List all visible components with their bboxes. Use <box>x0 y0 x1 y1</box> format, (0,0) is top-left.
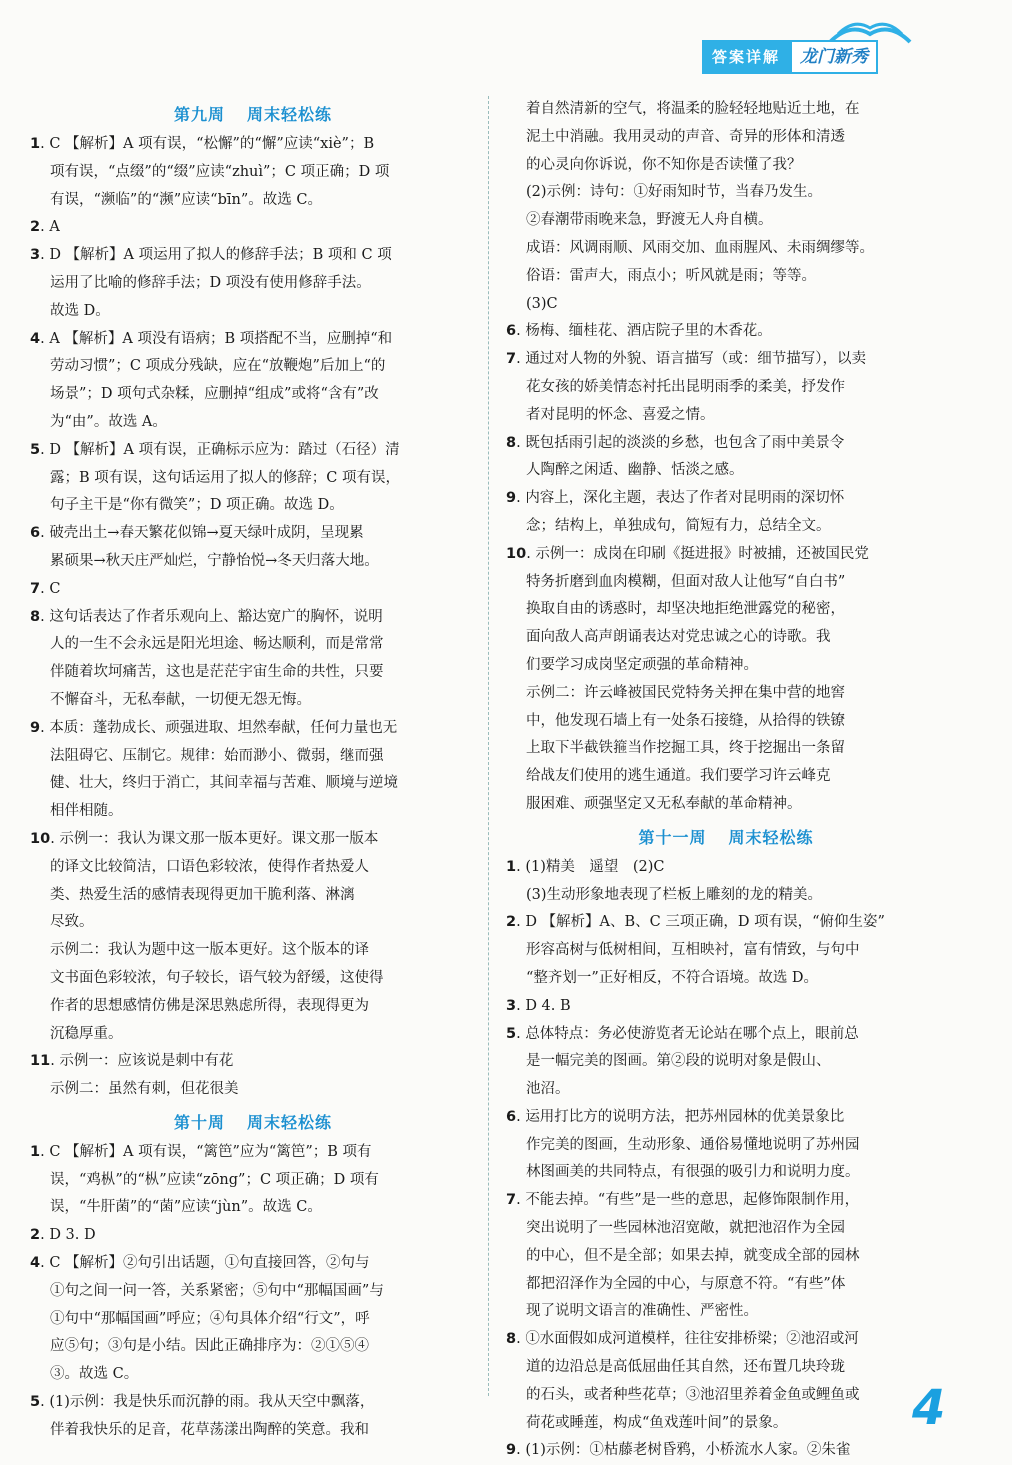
section-title <box>30 1110 476 1133</box>
answer-number: 2 <box>30 219 41 236</box>
header-tag: 答案详解 <box>702 40 790 74</box>
answer-item: 6. 运用打比方的说明方法，把苏州园林的优美景象比 作完美的图画，生动形象、通俗易懂地说明了苏州园 林图画美的共同特点，有很强的吸引力和说明力度。 <box>506 1108 860 1181</box>
answer-line: 示例一：应该说是刺中有花 <box>59 1053 234 1070</box>
answer-line: 给战友们使用的逃生通道。我们要学习许云峰克 <box>526 768 831 785</box>
answer-item: 10. 示例一：成岗在印刷《挺进报》时被捕，还被国民党 特务折磨到血肉模糊，但面对敌人让他写“自白书” 换取自由的诱惑时，却坚决地拒绝泄露党的秘密， 面向敌人高声朗诵表达对党忠诚之心的诗歌。我 们要学习成岗坚定顽强的革命精神。 示例二：许云峰被国民党特务关押在集中营的地窖 中，他发现石墙上有一处条石接缝，从拾得的铁镣 上取下半截铁箍当作挖掘工具，终于挖掘出一条留 给战友们使用的逃生通道。我们要学习许云峰克 服困难、顽强坚定又无私奉献的革命精神。 <box>506 545 869 812</box>
answer-line: 误，“牛肝菌”的“菌”应读“jùn”。故选 C。 <box>50 1199 322 1216</box>
column-divider <box>488 96 490 1396</box>
answer-line: 面向敌人高声朗诵表达对党忠诚之心的诗歌。我 <box>526 629 831 646</box>
answer-line: 应⑤句；③句是小结。因此正确排序为：②①⑤④ <box>50 1338 369 1355</box>
answer-number: 3 <box>30 247 41 264</box>
answer-line: 是一幅完美的图画。第②段的说明对象是假山、 <box>526 1053 831 1070</box>
section-title-part: 第九周 <box>173 105 225 124</box>
answer-number: 6 <box>30 525 41 542</box>
answer-line: 破壳出土→春天繁花似锦→夏天绿叶成阴，呈现累 <box>49 525 364 542</box>
answer-line: 本质：蓬勃成长、顽强进取、坦然奉献，任何力量也无 <box>49 719 398 736</box>
answer-line: C 【解析】A 项有误，“篱笆”应为“篱笆”；B 项有 <box>49 1143 372 1160</box>
answer-number: 2 <box>506 914 517 931</box>
answer-line: D 4. B <box>525 997 571 1014</box>
answer-line: 中，他发现石墙上有一处条石接缝，从拾得的铁镣 <box>526 712 845 729</box>
answer-line: 们要学习成岗坚定顽强的革命精神。 <box>526 656 758 673</box>
answer-line: 泥土中消融。我用灵动的声音、奇异的形体和清透 <box>526 128 845 145</box>
answer-line: 类、热爱生活的感情表现得更加干脆利落、淋漓 <box>50 886 355 903</box>
left-column <box>30 96 476 1445</box>
answer-line: 故选 D。 <box>50 302 110 319</box>
brand-name: 龙门新秀 <box>790 40 878 74</box>
answer-line: 花女孩的娇美情态衬托出昆明雨季的柔美，抒发作 <box>526 378 845 395</box>
answer-item: 5. (1)示例：我是快乐而沉静的雨。我从天空中飘落， 伴着我快乐的足音，花草荡漾出陶醉的笑意。我和 <box>30 1394 375 1438</box>
answer-line: ①句之间一问一答，关系紧密；⑤句中“那幅国画”与 <box>50 1282 384 1299</box>
answer-line: D 3. D <box>49 1227 96 1244</box>
answer-item: 4. C 【解析】②句引出话题，①句直接回答，②句与 ①句之间一问一答，关系紧密；⑤句中“那幅国画”与 ①句中“那幅国画”呼应；④句具体介绍“行文”，呼 应⑤句；③句是小结。因此正确排序为：②①⑤④ ③。故选 C。 <box>30 1255 384 1383</box>
section-title-part: 第十周 <box>173 1112 225 1132</box>
answer-line: ②春潮带雨晚来急，野渡无人舟自横。 <box>526 212 773 229</box>
answer-number: 1 <box>30 1143 41 1160</box>
answer-line: 杨梅、缅桂花、酒店院子里的木香花。 <box>525 323 772 340</box>
answer-item: 9. (1)示例：①枯藤老树昏鸦，小桥流水人家。②朱雀 <box>506 1442 851 1459</box>
answer-line: 人的一生不会永远是阳光坦途、畅达顺利，而是常常 <box>50 636 384 653</box>
answer-number: 9 <box>506 1442 517 1459</box>
answer-line: 现了说明文语言的准确性、严密性。 <box>526 1303 758 1320</box>
answer-item: 2. A <box>30 219 60 236</box>
answer-line: C 【解析】A 项有误，“松懈”的“懈”应读“xiè”；B <box>49 136 375 152</box>
section-title-part: 第十一周 <box>638 827 707 847</box>
answer-line: 这句话表达了作者乐观向上、豁达宽广的胸怀，说明 <box>49 608 383 625</box>
answer-line: 的中心，但不是全部；如果去掉，就变成全部的园林 <box>526 1247 860 1264</box>
answer-number: 10 <box>30 830 51 847</box>
answer-line: 露；B 项有误，这句话运用了拟人的修辞；C 项有误， <box>50 469 400 486</box>
answer-line: 成语：风调雨顺、风雨交加、血雨腥风、未雨绸缪等。 <box>526 239 874 256</box>
answer-line: 者对昆明的怀念、喜爱之情。 <box>526 406 715 423</box>
answer-line: 道的边沿总是高低屈曲任其自然，还布置几块玲珑 <box>526 1359 845 1376</box>
answer-line: 荷花或睡莲，构成“鱼戏莲叶间”的景象。 <box>526 1414 788 1431</box>
answer-line: 有误，“濒临”的“濒”应读“bīn”。故选 C。 <box>50 191 322 208</box>
answer-line: 人陶醉之闲适、幽静、恬淡之感。 <box>526 462 744 479</box>
answer-line: 运用了比喻的修辞手法；D 项没有使用修辞手法。 <box>50 274 371 291</box>
section-title-part: 周末轻松练 <box>728 827 814 847</box>
answer-line: 示例一：成岗在印刷《挺进报》时被捕，还被国民党 <box>535 545 869 562</box>
answer-item: 1. C 【解析】A 项有误，“篱笆”应为“篱笆”；B 项有 误，“鸡枞”的“枞”应读“zōng”；C 项正确；D 项有 误，“牛肝菌”的“菌”应读“jùn”。故选 C。 <box>30 1143 379 1216</box>
answer-line: 特务折磨到血肉模糊，但面对敌人让他写“自白书” <box>526 573 846 590</box>
answer-line: (2)示例：诗句：①好雨知时节，当春乃发生。 <box>526 184 823 201</box>
answer-item: 9. 本质：蓬勃成长、顽强进取、坦然奉献，任何力量也无 法阻碍它、压制它。规律：始而渺小、微弱，继而强 健、壮大，终归于消亡，其间幸福与苦难、顺境与逆境 相伴相随。 <box>30 719 398 820</box>
answer-line: (1)示例：我是快乐而沉静的雨。我从天空中飘落， <box>49 1394 375 1411</box>
answer-item: 6. 破壳出土→春天繁花似锦→夏天绿叶成阴，呈现累 累硕果→秋天庄严灿烂，宁静怡悦→冬天归落大地。 <box>30 525 379 569</box>
answer-number: 10 <box>506 545 527 562</box>
answer-number: 1 <box>30 136 41 152</box>
answer-line: 服困难、顽强坚定又无私奉献的革命精神。 <box>526 795 802 812</box>
answer-number: 3 <box>506 997 517 1014</box>
answer-line: 示例一：我认为课文那一版本更好。课文那一版本 <box>59 830 379 847</box>
answer-number: 8 <box>506 434 517 451</box>
book-logo-icon <box>820 4 920 44</box>
answer-number: 6 <box>506 1108 517 1125</box>
answer-line: D 【解析】A 项运用了拟人的修辞手法；B 项和 C 项 <box>49 247 392 264</box>
answer-line: 突出说明了一些园林池沼宽敞，就把池沼作为全园 <box>526 1220 845 1237</box>
answer-item: 4. A 【解析】A 项没有语病；B 项搭配不当，应删掉“和 劳动习惯”；C 项成分残缺，应在“放鞭炮”后加上“的 场景”；D 项句式杂糅，应删掉“组成”或将“含有”改 为“由”。故选 A。 <box>30 330 393 430</box>
section-title-part: 周末轻松练 <box>247 1112 333 1132</box>
answer-item: 8. 既包括雨引起的淡淡的乡愁，也包含了雨中美景令 人陶醉之闲适、幽静、恬淡之感。 <box>506 434 845 479</box>
answer-line: 池沼。 <box>526 1081 570 1098</box>
answer-number: 8 <box>506 1331 517 1348</box>
answer-line: 的石头，或者种些花草；③池沼里养着金鱼或鲤鱼或 <box>526 1386 860 1403</box>
answer-item: 2. D 3. D <box>30 1227 96 1244</box>
answer-line: 运用打比方的说明方法，把苏州园林的优美景象比 <box>525 1108 845 1125</box>
answer-line: 误，“鸡枞”的“枞”应读“zōng”；C 项正确；D 项有 <box>50 1171 379 1188</box>
answer-item: 8. ①水面假如成河道模样，往往安排桥梁；②池沼或河 道的边沿总是高低屈曲任其自然，还布置几块玲珑 的石头，或者种些花草；③池沼里养着金鱼或鲤鱼或 荷花或睡莲，构成“鱼戏莲叶间”的景象。 <box>506 1331 860 1431</box>
section-title <box>30 102 476 125</box>
header-badge <box>702 40 878 74</box>
answer-line: 既包括雨引起的淡淡的乡愁，也包含了雨中美景令 <box>525 434 845 451</box>
answer-line: 沉稳厚重。 <box>50 1025 123 1042</box>
answer-line: 劳动习惯”；C 项成分残缺，应在“放鞭炮”后加上“的 <box>50 358 386 375</box>
right-column <box>506 96 946 1465</box>
answer-line: 尽致。 <box>50 914 94 931</box>
answer-number: 5 <box>30 1394 41 1411</box>
answer-item: 7. C <box>30 580 61 597</box>
answer-number: 7 <box>506 351 517 368</box>
answer-line: 林图画美的共同特点，有很强的吸引力和说明力度。 <box>526 1164 860 1181</box>
page-number: 4 <box>912 1380 946 1436</box>
answer-line: 内容上，深化主题，表达了作者对昆明雨的深切怀 <box>525 490 845 507</box>
answer-number: 7 <box>30 580 41 597</box>
answer-line: (1)示例：①枯藤老树昏鸦，小桥流水人家。②朱雀 <box>525 1442 851 1459</box>
answer-line: D 【解析】A 项有误，正确标示应为：踏过（石径）清 <box>49 441 400 458</box>
answer-item: 7. 不能去掉。“有些”是一些的意思，起修饰限制作用， 突出说明了一些园林池沼宽敞，就把池沼作为全园 的中心，但不是全部；如果去掉，就变成全部的园林 都把沼泽作为全园的中心，与原意不符。“有些”体 现了说明文语言的准确性、严密性。 <box>506 1192 860 1320</box>
answer-line: 相伴相随。 <box>50 803 123 820</box>
answer-line: 着自然清新的空气，将温柔的脸轻轻地贴近土地，在 <box>526 101 860 117</box>
section-title <box>506 825 946 848</box>
answer-line: 总体特点：务必使游览者无论站在哪个点上，眼前总 <box>525 1025 859 1042</box>
answer-number: 4 <box>30 1255 41 1272</box>
answer-line: “整齐划一”正好相反，不符合语境。故选 D。 <box>526 969 819 986</box>
answer-line: 伴着我快乐的足音，花草荡漾出陶醉的笑意。我和 <box>50 1421 369 1438</box>
answer-line: 形容高树与低树相间，互相映衬，富有情致，与句中 <box>526 942 860 959</box>
answer-line: 场景”；D 项句式杂糅，应删掉“组成”或将“含有”改 <box>50 386 379 403</box>
answer-line: D 【解析】A、B、C 三项正确，D 项有误，“俯仰生姿” <box>525 914 885 931</box>
answer-item: 7. 通过对人物的外貌、语言描写（或：细节描写），以卖 花女孩的娇美情态衬托出昆明雨季的柔美，抒发作 者对昆明的怀念、喜爱之情。 <box>506 351 867 423</box>
answer-line: 念；结构上，单独成句，简短有力，总结全文。 <box>526 517 831 534</box>
answer-number: 5 <box>30 441 41 458</box>
answer-line: 通过对人物的外貌、语言描写（或：细节描写），以卖 <box>525 351 867 368</box>
answer-item: 8. 这句话表达了作者乐观向上、豁达宽广的胸怀，说明 人的一生不会永远是阳光坦途、畅达顺利，而是常常 伴随着坎坷痛苦，这也是茫茫宇宙生命的共性，只要 不懈奋斗，无私奉献，一切便无怨无悔。 <box>30 608 384 708</box>
answer-number: 6 <box>506 323 517 340</box>
answer-line: ③。故选 C。 <box>50 1366 139 1383</box>
answer-number: 11 <box>30 1053 51 1070</box>
answer-line: ①句中“那幅国画”呼应；④句具体介绍“行文”，呼 <box>50 1310 370 1327</box>
answer-item: 6. 杨梅、缅桂花、酒店院子里的木香花。 <box>506 323 772 340</box>
answer-number: 5 <box>506 1025 517 1042</box>
answer-number: 8 <box>30 608 41 625</box>
answer-line: 示例二：虽然有刺，但花很美 <box>50 1081 239 1098</box>
answer-line: 示例二：我认为题中这一版本更好。这个版本的译 <box>50 942 369 959</box>
answer-line: (1)精美 遥望 (2)C <box>525 858 665 875</box>
answer-line: 不懈奋斗，无私奉献，一切便无怨无悔。 <box>50 691 311 708</box>
answer-number: 1 <box>506 858 517 875</box>
answer-number: 9 <box>506 490 517 507</box>
answer-item <box>506 96 946 318</box>
answer-line: 项有误，“点缀”的“缀”应读“zhuì”；C 项正确；D 项 <box>50 163 390 180</box>
answer-line: 作完美的图画，生动形象、通俗易懂地说明了苏州园 <box>526 1136 860 1153</box>
answer-item: 3. D 【解析】A 项运用了拟人的修辞手法；B 项和 C 项 运用了比喻的修辞手法；D 项没有使用修辞手法。 故选 D。 <box>30 247 392 319</box>
answer-line: 的译文比较简洁，口语色彩较浓，使得作者热爱人 <box>50 858 369 875</box>
section-title-part: 周末轻松练 <box>247 105 333 124</box>
answer-item: 10. 示例一：我认为课文那一版本更好。课文那一版本 的译文比较简洁，口语色彩较浓，使得作者热爱人 类、热爱生活的感情表现得更加干脆利落、淋漓 尽致。 示例二：我认为题中这一版本更好。这个版本的译 文书面色彩较浓，句子较长，语气较为舒缓，这使得 作者的思想感情仿佛是深思熟虑所得，表现得更为 沉稳厚重。 <box>30 830 384 1042</box>
answer-line: A <box>49 219 60 236</box>
answer-item: 3. D 4. B <box>506 997 571 1014</box>
answer-line: 文书面色彩较浓，句子较长，语气较为舒缓，这使得 <box>50 969 384 986</box>
answer-line: (3)C <box>526 295 558 312</box>
answer-line: 不能去掉。“有些”是一些的意思，起修饰限制作用， <box>525 1192 860 1209</box>
answer-line: 作者的思想感情仿佛是深思熟虑所得，表现得更为 <box>50 997 369 1014</box>
answer-line: 都把沼泽作为全园的中心，与原意不符。“有些”体 <box>526 1275 846 1292</box>
answer-line: 上取下半截铁箍当作挖掘工具，终于挖掘出一条留 <box>526 740 845 757</box>
answer-line: ①水面假如成河道模样，往往安排桥梁；②池沼或河 <box>525 1331 859 1348</box>
answer-line: 为“由”。故选 A。 <box>50 413 167 430</box>
answer-line: A 【解析】A 项没有语病；B 项搭配不当，应删掉“和 <box>49 330 393 347</box>
answer-line: C <box>49 580 61 597</box>
answer-item: 5. D 【解析】A 项有误，正确标示应为：踏过（石径）清 露；B 项有误，这句话运用了拟人的修辞；C 项有误， 句子主干是“你有微笑”；D 项正确。故选 D。 <box>30 441 400 514</box>
answer-line: 的心灵向你诉说，你不知你是否读懂了我？ <box>526 156 802 173</box>
answer-number: 4 <box>30 330 41 347</box>
answer-line: 换取自由的诱惑时，却坚决地拒绝泄露党的秘密， <box>526 601 845 618</box>
answer-number: 2 <box>30 1227 41 1244</box>
answer-item: 1. C 【解析】A 项有误，“松懈”的“懈”应读“xiè”；B 项有误，“点缀”的“缀”应读“zhuì”；C 项正确；D 项 有误，“濒临”的“濒”应读“bīn”。故选 C。 <box>30 136 390 208</box>
answer-item: 1. (1)精美 遥望 (2)C (3)生动形象地表现了栏板上雕刻的龙的精美。 <box>506 858 823 903</box>
answer-item: 2. D 【解析】A、B、C 三项正确，D 项有误，“俯仰生姿” 形容高树与低树相间，互相映衬，富有情致，与句中 “整齐划一”正好相反，不符合语境。故选 D。 <box>506 914 885 986</box>
answer-line: 俗语：雷声大，雨点小；听风就是雨；等等。 <box>526 267 816 284</box>
answer-item: 9. 内容上，深化主题，表达了作者对昆明雨的深切怀 念；结构上，单独成句，简短有力，总结全文。 <box>506 490 845 534</box>
answer-line: 累硕果→秋天庄严灿烂，宁静怡悦→冬天归落大地。 <box>50 552 379 569</box>
answer-line: 法阻碍它、压制它。规律：始而渺小、微弱，继而强 <box>50 747 384 764</box>
answer-line: 伴随着坎坷痛苦，这也是茫茫宇宙生命的共性，只要 <box>50 664 384 681</box>
answer-line: 示例二：许云峰被国民党特务关押在集中营的地窖 <box>526 684 845 701</box>
answer-item: 5. 总体特点：务必使游览者无论站在哪个点上，眼前总 是一幅完美的图画。第②段的说明对象是假山、 池沼。 <box>506 1025 859 1098</box>
answer-line: 句子主干是“你有微笑”；D 项正确。故选 D。 <box>50 497 344 514</box>
answer-item: 11. 示例一：应该说是刺中有花 示例二：虽然有刺，但花很美 <box>30 1053 239 1098</box>
answer-line: (3)生动形象地表现了栏板上雕刻的龙的精美。 <box>526 886 823 903</box>
answer-line: C 【解析】②句引出话题，①句直接回答，②句与 <box>49 1255 370 1272</box>
answer-number: 7 <box>506 1192 517 1209</box>
answer-line: 健、壮大，终归于消亡，其间幸福与苦难、顺境与逆境 <box>50 775 398 792</box>
answer-number: 9 <box>30 719 41 736</box>
